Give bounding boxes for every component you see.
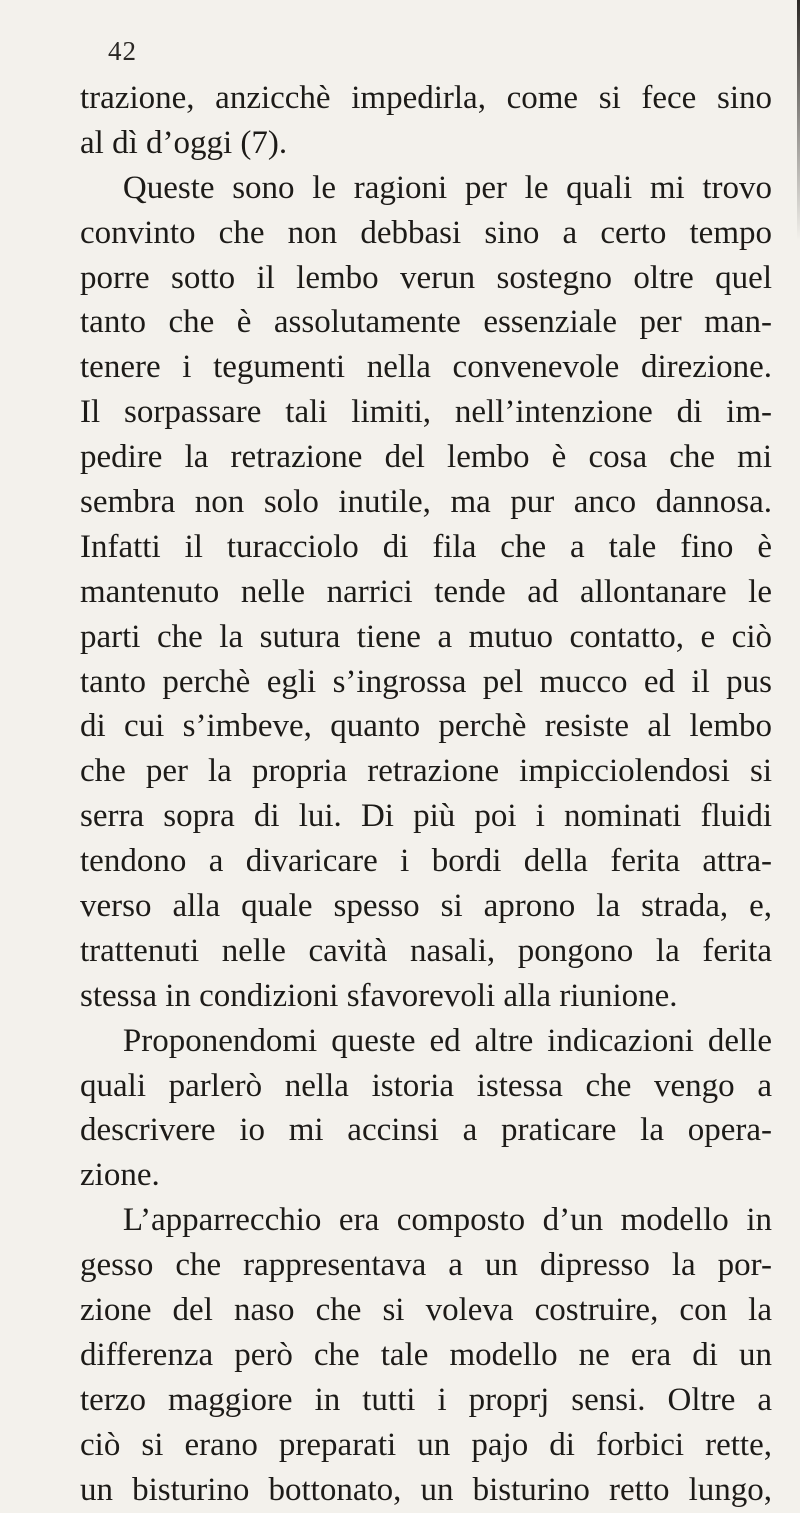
body-text (80, 76, 772, 1513)
text-line: trazione, anzicchè impedirla, come si fece sino (80, 80, 772, 116)
text-line: terzo maggiore in tutti i proprj sensi. Oltre a (80, 1381, 772, 1418)
text-line: trattenuti nelle cavità nasali, pongono la ferita (80, 932, 772, 969)
text-line: tanto perchè egli s’ingrossa pel mucco ed il pus (80, 663, 772, 700)
text-line: al dì d’oggi (7). (80, 124, 288, 161)
text-line: porre sotto il lembo verun sostegno oltre quel (80, 259, 772, 296)
text-line: convinto che non debbasi sino a certo tempo (80, 214, 772, 251)
text-line: descrivere io mi accinsi a praticare la opera- (80, 1112, 772, 1149)
text-line: ciò si erano preparati un pajo di forbici rette, (80, 1426, 772, 1463)
text-line: pedire la retrazione del lembo è cosa che mi (80, 439, 772, 476)
text-line: quali parlerò nella istoria istessa che vengo a (80, 1067, 772, 1104)
text-line: serra sopra di lui. Di più poi i nominati fluidi (80, 798, 772, 835)
text-line: tanto che è assolutamente essenziale per man- (80, 304, 772, 341)
page-number: 42 (108, 36, 137, 66)
text-line: mantenuto nelle narrici tende ad allontanare le (80, 573, 772, 610)
text-line: Il sorpassare tali limiti, nell’intenzione di im- (80, 394, 772, 431)
text-line: Proponendomi queste ed altre indicazioni delle (122, 1022, 772, 1059)
text-line: verso alla quale spesso si aprono la strada, e, (80, 888, 772, 925)
text-line: Queste sono le ragioni per le quali mi trovo (122, 169, 772, 206)
text-line: parti che la sutura tiene a mutuo contatto, e ciò (80, 618, 772, 655)
text-line: un bisturino bottonato, un bisturino retto lungo, (80, 1471, 772, 1508)
text-line: di cui s’imbeve, quanto perchè resiste al lembo (80, 708, 772, 745)
text-line: L’apparrecchio era composto d’un modello in (122, 1202, 772, 1239)
text-line: tenere i tegumenti nella convenevole direzione. (80, 349, 772, 386)
text-line: stessa in condizioni sfavorevoli alla riunione. (80, 977, 678, 1014)
text-line: tendono a divaricare i bordi della ferita attra- (80, 843, 772, 880)
text-line: che per la propria retrazione impicciolendosi si (80, 753, 772, 790)
text-line: differenza però che tale modello ne era di un (80, 1336, 772, 1373)
text-line: zione. (80, 1157, 160, 1194)
text-line: gesso che rappresentava a un dipresso la por- (80, 1247, 772, 1284)
text-line: Infatti il turacciolo di fila che a tale fino è (80, 528, 772, 565)
text-line: sembra non solo inutile, ma pur anco dannosa. (80, 484, 772, 521)
text-line: zione del naso che si voleva costruire, con la (80, 1292, 772, 1329)
